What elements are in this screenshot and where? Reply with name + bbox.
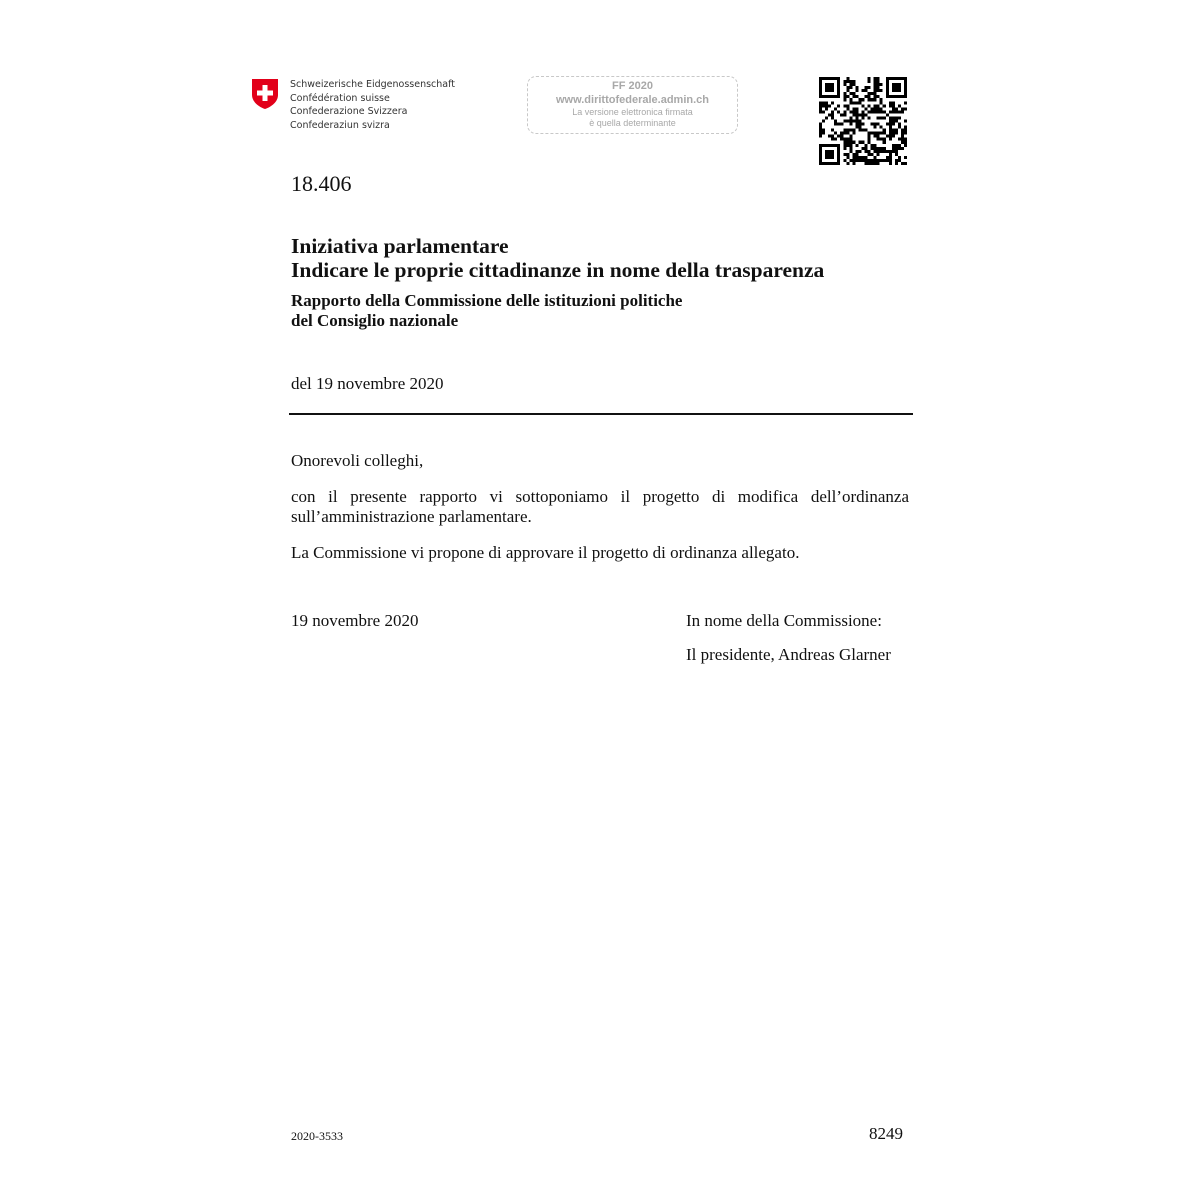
signature-label: In nome della Commissione: bbox=[686, 611, 882, 630]
body-paragraph-2: La Commissione vi propone di approvare il progetto di ordinanza allegato. bbox=[291, 543, 800, 562]
confederation-name-it: Confederazione Svizzera bbox=[290, 106, 408, 117]
stamp-line-3: La versione elettronica firmata bbox=[572, 107, 693, 117]
document-title-line-2: Indicare le proprie cittadinanze in nome della trasparenza bbox=[291, 258, 825, 282]
document-title-line-1: Iniziativa parlamentare bbox=[291, 234, 509, 258]
confederation-name-rm: Confederaziun svizra bbox=[290, 119, 390, 131]
document-subtitle-line-2: del Consiglio nazionale bbox=[291, 310, 459, 330]
divider bbox=[289, 413, 913, 415]
confederation-names bbox=[290, 78, 455, 132]
signature-name: Il presidente, Andreas Glarner bbox=[686, 645, 891, 664]
page-number: 8249 bbox=[869, 1124, 903, 1143]
body-paragraph-1: con il presente rapporto vi sottoponiamo il progetto di modifica dell’ordinanza sull’amministrazione parlamentare. bbox=[291, 487, 909, 526]
salutation: Onorevoli colleghi, bbox=[291, 451, 424, 470]
swiss-cross-icon bbox=[251, 78, 279, 110]
stamp-line-1: FF 2020 bbox=[612, 80, 653, 92]
footer-reference: 2020-3533 bbox=[291, 1129, 343, 1143]
document-number: 18.406 bbox=[291, 171, 352, 196]
document-title bbox=[291, 234, 824, 282]
signature-date: 19 novembre 2020 bbox=[291, 611, 419, 630]
document-subtitle bbox=[291, 291, 682, 330]
document-date: del 19 novembre 2020 bbox=[291, 374, 444, 393]
qr-code-icon bbox=[819, 77, 907, 165]
stamp-line-4: è quella determinante bbox=[589, 118, 676, 128]
confederation-name-de: Schweizerische Eidgenossenschaft bbox=[290, 79, 456, 90]
publication-stamp bbox=[527, 76, 738, 134]
stamp-line-2: www.dirittofederale.admin.ch bbox=[555, 94, 709, 106]
document-subtitle-line-1: Rapporto della Commissione delle istituzioni politiche bbox=[291, 291, 683, 310]
confederation-name-fr: Confédération suisse bbox=[290, 92, 390, 104]
